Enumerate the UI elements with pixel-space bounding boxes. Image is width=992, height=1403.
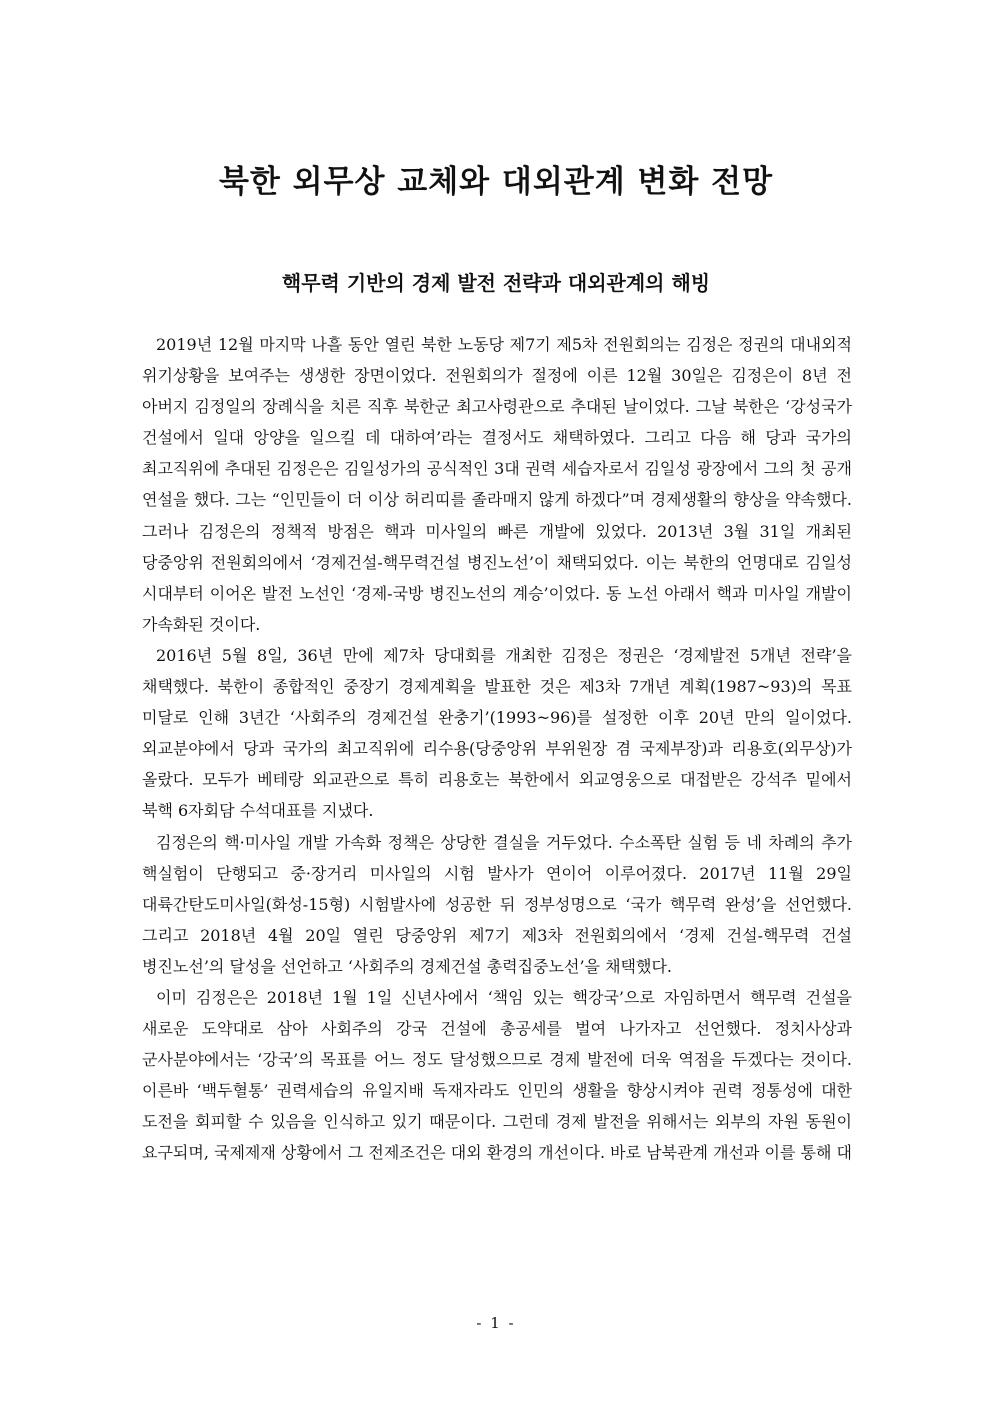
paragraph-4: 이미 김정은은 2018년 1월 1일 신년사에서 ‘책임 있는 핵강국’으로 자임하면서 핵무력 건설을 새로운 도약대로 삼아 사회주의 강국 건설에 총공세를 벌여 나가자고 선언했다. 정치사상과 군사분야에서는 ‘강국’의 목표를 어느 정도 달성했으므로 경제 발전에 더욱 역점을 두겠다는 것이다. 이른바 ‘백두혈통’ 권력세습의 유일지배 독재자라도 인민의 생활을 향상시켜야 권력 정통성에 대한 도전을 회피할 수 있음을 인식하고 있기 때문이다. 그런데 경제 발전을 위해서는 외부의 자원 동원이 요구되며, 국제제재 상황에서 그 전제조건은 대외 환경의 개선이다. 바로 남북관계 개선과 이를 통해 대 [142, 987, 852, 1163]
document-title: 북한 외무상 교체와 대외관계 변화 전망 [218, 164, 774, 200]
paragraph-2: 2016년 5월 8일, 36년 만에 제7차 당대회를 개최한 김정은 정권은 ‘경제발전 5개년 전략’을 채택했다. 북한이 종합적인 중장기 경제계획을 발표한 것은 제3차 7개년 계획(1987~93)의 목표 미달로 인해 3년간 ‘사회주의 경제건설 완충기’(1993~96)를 설정한 이후 20년 만의 일이었다. 외교분야에서 당과 국가의 최고직위에 리수용(당중앙위 부위원장 겸 국제부장)과 리용호(외무상)가 올랐다. 모두가 베테랑 외교관으로 특히 리용호는 북한에서 외교영웅으로 대접받은 강석주 밑에서 북핵 6자회담 수석대표를 지냈다. [142, 645, 852, 821]
page-number: - 1 - [476, 1314, 516, 1332]
body-text [142, 329, 852, 1169]
paragraph-1: 2019년 12월 마지막 나흘 동안 열린 북한 노동당 제7기 제5차 전원회의는 김정은 정권의 대내외적 위기상황을 보여주는 생생한 장면이었다. 전원회의가 절정에 이른 12월 30일은 김정은이 8년 전 아버지 김정일의 장례식을 치른 직후 북한군 최고사령관으로 추대된 날이었다. 그날 북한은 ‘강성국가 건설에서 일대 앙양을 일으킬 데 대하여’라는 결정서도 채택하였다. 그리고 다음 해 당과 국가의 최고직위에 추대된 김정은은 김일성가의 공식적인 3대 권력 세습자로서 김일성 광장에서 그의 첫 공개 연설을 했다. 그는 “인민들이 더 이상 허리띠를 졸라매지 않게 하겠다”며 경제생활의 향상을 약속했다. 그러나 김정은의 정책적 방점은 핵과 미사일의 빠른 개발에 있었다. 2013년 3월 31일 개최된 당중앙위 전원회의에서 ‘경제건설-핵무력건설 병진노선’이 채택되었다. 이는 북한의 언명대로 김일성 시대부터 이어온 발전 노선인 ‘경제-국방 병진노선의 계승’이었다. 동 노선 아래서 핵과 미사일 개발이 가속화된 것이다. [142, 335, 852, 634]
paragraph-3: 김정은의 핵·미사일 개발 가속화 정책은 상당한 결실을 거두었다. 수소폭탄 실험 등 네 차례의 추가 핵실험이 단행되고 중·장거리 미사일의 시험 발사가 연이어 이루어졌다. 2017년 11월 29일 대륙간탄도미사일(화성-15형) 시험발사에 성공한 뒤 정부성명으로 ‘국가 핵무력 완성’을 선언했다. 그리고 2018년 4월 20일 열린 당중앙위 제7기 제3차 전원회의에서 ‘경제 건설-핵무력 건설 병진노선’의 달성을 선언하고 ‘사회주의 경제건설 총력집중노선’을 채택했다. [142, 832, 852, 976]
section-subtitle: 핵무력 기반의 경제 발전 전략과 대외관계의 해빙 [281, 271, 711, 295]
